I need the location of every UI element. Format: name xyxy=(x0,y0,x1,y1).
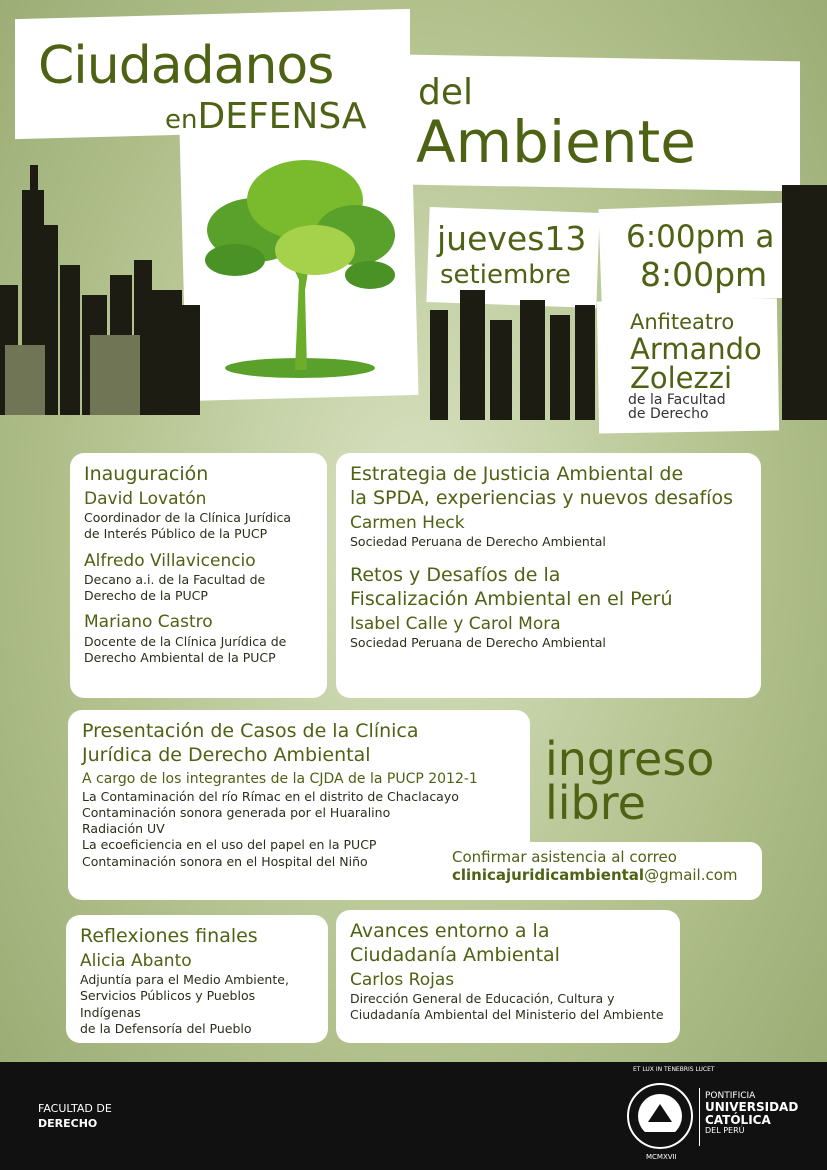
list-item: La ecoeficiencia en el uso del papel en la PUCP xyxy=(82,837,377,853)
avances-heading-l1: Avances entorno a la xyxy=(350,920,550,942)
inauguracion-heading: Inauguración xyxy=(84,463,209,485)
avances-role: Dirección General de Educación, Cultura y xyxy=(350,990,615,1006)
session-inauguracion xyxy=(70,453,327,698)
univ-line3: CATÓLICA xyxy=(705,1113,771,1128)
casos-heading-l2: Jurídica de Derecho Ambiental xyxy=(82,743,371,766)
univ-line2: UNIVERSIDAD xyxy=(705,1100,799,1115)
footer-bar xyxy=(0,1062,827,1170)
session-reflexiones xyxy=(66,915,328,1043)
session-estrategia-retos xyxy=(336,453,761,698)
faculty-label xyxy=(38,1102,112,1132)
rsvp-label: Confirmar asistencia al correo xyxy=(452,848,677,866)
list-item: Radiación UV xyxy=(82,821,165,836)
reflexiones-role: Servicios Públicos y Pueblos Indígenas xyxy=(80,988,256,1020)
email-user: clinicajuridicambiental xyxy=(452,866,645,884)
reflexiones-heading: Reflexiones finales xyxy=(80,925,258,947)
list-item: Contaminación sonora en el Hospital del Niño xyxy=(82,853,368,869)
speaker-role: Decano a.i. de la Facultad de xyxy=(84,571,266,587)
speaker-role: Derecho de la PUCP xyxy=(84,588,208,603)
reflexiones-role: Adjuntía para el Medio Ambiente, xyxy=(80,972,289,987)
venue-line2: Armando xyxy=(630,332,762,366)
tree-illustration xyxy=(195,150,405,380)
retos-heading-l2: Fiscalización Ambiental en el Perú xyxy=(350,587,673,610)
venue-line4: de la Facultad xyxy=(628,392,726,408)
seal-motto: ET LUX IN TENEBRIS LUCET xyxy=(633,1066,715,1073)
speaker-role: de Interés Público de la PUCP xyxy=(84,526,268,542)
faculty-line1: FACULTAD DE xyxy=(38,1102,112,1115)
event-month: setiembre xyxy=(440,260,571,290)
estrategia-heading-l2: la SPDA, experiencias y nuevos desafíos xyxy=(350,486,733,509)
email-domain: @gmail.com xyxy=(644,866,738,884)
speaker-role: Docente de la Clínica Jurídica de xyxy=(84,633,287,649)
venue-line1: Anfiteatro xyxy=(630,310,735,334)
avances-role: Ciudadanía Ambiental del Ministerio del Ambiente xyxy=(350,1007,664,1022)
speaker-name: David Lovatón xyxy=(84,488,207,509)
title-ciudadanos: Ciudadanos xyxy=(38,36,334,96)
estrategia-heading-l1: Estrategia de Justicia Ambiental de xyxy=(350,463,684,485)
title-ambiente: Ambiente xyxy=(416,108,696,176)
ingreso-libre xyxy=(545,732,715,830)
venue-line3: Zolezzi xyxy=(630,361,733,395)
rsvp-box xyxy=(440,842,762,900)
casos-heading-l1: Presentación de Casos de la Clínica xyxy=(82,720,419,742)
speaker-name: Alfredo Villavicencio xyxy=(84,550,256,571)
retos-heading-l1: Retos y Desafíos de la xyxy=(350,564,561,586)
list-item: Contaminación sonora generada por el Huaralino xyxy=(82,804,391,820)
city-skyline-left xyxy=(0,165,200,415)
title-en-defensa xyxy=(165,96,366,137)
title-del: del xyxy=(418,72,474,113)
retos-speaker: Isabel Calle y Carol Mora xyxy=(350,613,561,634)
city-skyline-right xyxy=(777,180,827,420)
event-day: jueves13 xyxy=(437,219,587,258)
speaker-role: Coordinador de la Clínica Jurídica xyxy=(84,510,292,525)
avances-speaker: Carlos Rojas xyxy=(350,969,455,990)
estrategia-speaker: Carmen Heck xyxy=(350,512,465,533)
univ-line4: DEL PERÚ xyxy=(705,1125,745,1135)
title-en: en xyxy=(165,105,198,135)
retos-org: Sociedad Peruana de Derecho Ambiental xyxy=(350,634,606,650)
univ-line1: PONTIFICIA xyxy=(705,1091,756,1101)
title-defensa: DEFENSA xyxy=(197,96,367,137)
event-venue xyxy=(630,312,762,421)
avances-heading-l2: Ciudadanía Ambiental xyxy=(350,943,560,966)
estrategia-org: Sociedad Peruana de Derecho Ambiental xyxy=(350,533,606,549)
university-name xyxy=(705,1092,798,1135)
seal-year: MCMXVII xyxy=(646,1153,677,1161)
speaker-role: Derecho Ambiental de la PUCP xyxy=(84,649,276,665)
speaker-name: Mariano Castro xyxy=(84,612,213,633)
faculty-line2: DERECHO xyxy=(38,1116,98,1130)
reflexiones-speaker: Alicia Abanto xyxy=(80,950,192,971)
event-time-end: 8:00pm xyxy=(640,255,768,294)
university-seal-icon xyxy=(626,1082,694,1150)
venue-line5: de Derecho xyxy=(628,406,709,422)
list-item: La Contaminación del río Rímac en el distrito de Chaclacayo xyxy=(82,788,459,804)
rsvp-email[interactable] xyxy=(452,866,750,884)
seal-divider xyxy=(699,1088,700,1146)
reflexiones-role: de la Defensoría del Pueblo xyxy=(80,1020,252,1036)
event-time-start: 6:00pm a xyxy=(626,219,775,255)
ingreso-line1: ingreso xyxy=(545,732,715,786)
ingreso-line2: libre xyxy=(545,775,646,830)
casos-subheading: A cargo de los integrantes de la CJDA de la PUCP 2012-1 xyxy=(82,770,478,787)
session-avances xyxy=(336,910,680,1043)
city-skyline-middle xyxy=(410,280,610,420)
